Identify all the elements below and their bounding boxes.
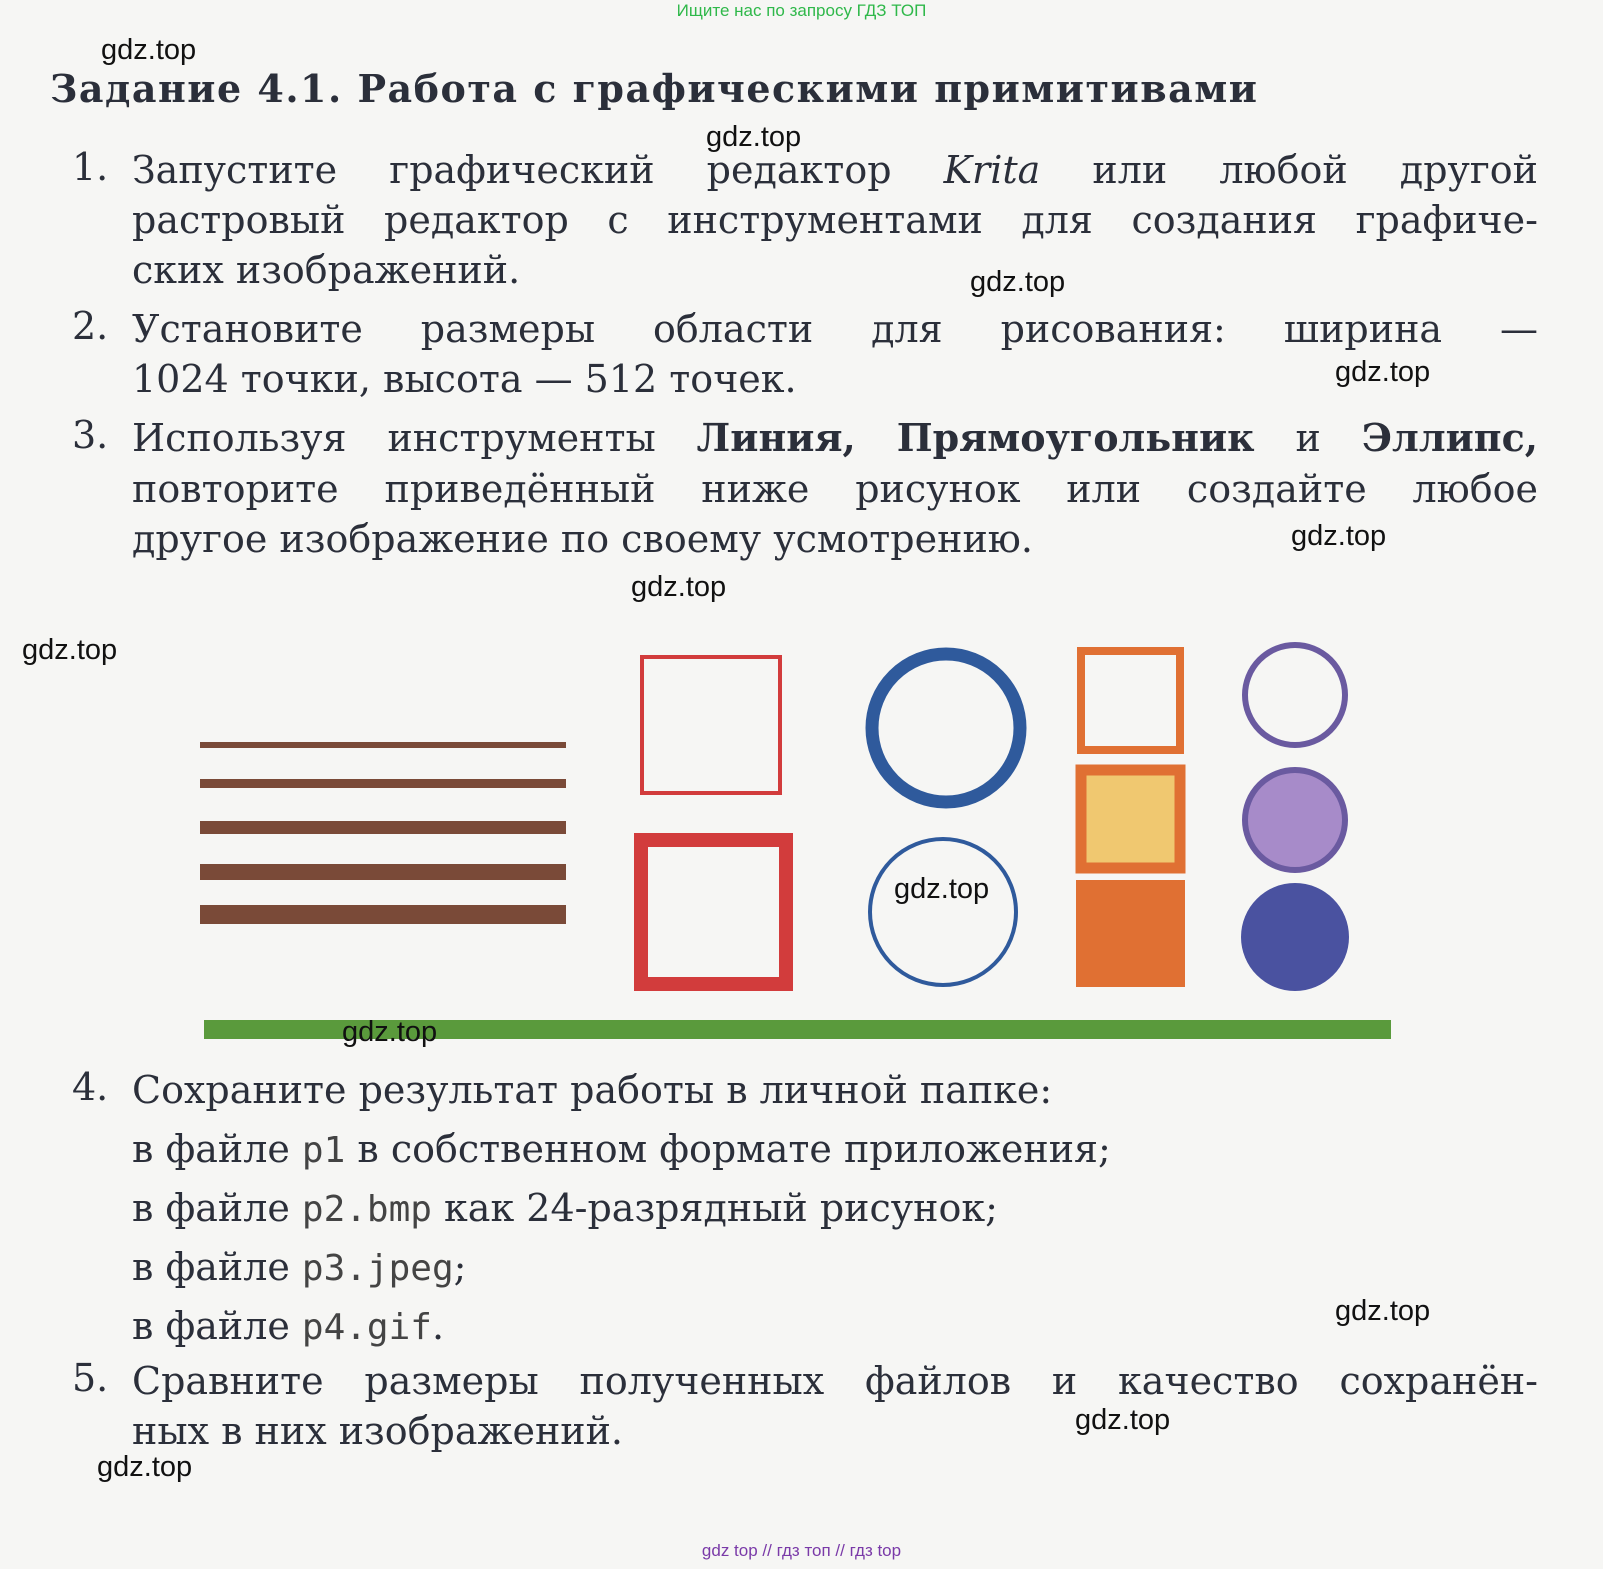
page-title: Задание 4.1. Работа с графическими примитивами <box>50 66 1259 111</box>
fig-navy-circle <box>1241 883 1349 991</box>
step-3-number: 3. <box>72 413 109 457</box>
fig-circle-thin <box>870 839 1016 985</box>
bottom-note: gdz top // гдз топ // гдз top <box>701 1541 902 1560</box>
tool-line: Линия, <box>696 415 856 460</box>
step-2-number: 2. <box>72 304 109 348</box>
fig-line-3 <box>200 821 566 834</box>
krita-name: Krita <box>943 148 1041 192</box>
fig-square-thin <box>642 657 780 793</box>
step-3-line-2: повторите приведённый ниже рисунок или создайте любое <box>132 467 1538 511</box>
fig-orange-square-yellow <box>1081 770 1180 868</box>
watermark: gdz.top <box>101 34 197 66</box>
step-5-number: 5. <box>72 1356 109 1400</box>
fig-violet-circle-outline <box>1245 645 1345 745</box>
fig-line-1 <box>200 742 566 748</box>
watermark: gdz.top <box>1335 356 1431 388</box>
fig-orange-square-outline <box>1081 651 1180 750</box>
file-name: p1 <box>301 1130 346 1171</box>
watermark: gdz.top <box>970 266 1066 298</box>
fig-line-4 <box>200 864 566 880</box>
step-2-line-2: 1024 точки, высота — 512 точек. <box>132 357 797 401</box>
step-5-line-2: ных в них изображений. <box>132 1409 624 1453</box>
tool-rectangle: Прямоугольник <box>896 415 1255 460</box>
step-5-line-1: Сравните размеры полученных файлов и качество сохранён- <box>132 1359 1538 1403</box>
step-1-line-1: Запустите графический редактор Krita или любой другой <box>132 148 1538 192</box>
watermark: gdz.top <box>342 1016 438 1048</box>
step-3-line-3: другое изображение по своему усмотрению. <box>132 517 1033 561</box>
watermark: gdz.top <box>1335 1295 1431 1327</box>
file-name: p3.jpeg <box>301 1248 454 1289</box>
watermark: gdz.top <box>22 634 118 666</box>
file-name: p2.bmp <box>301 1189 432 1230</box>
tool-ellipse: Эллипс, <box>1361 415 1538 460</box>
file-name: p4.gif <box>301 1307 432 1348</box>
step-4-file-3: в файле p3.jpeg; <box>132 1245 467 1289</box>
step-4-intro: Сохраните результат работы в личной папке: <box>132 1068 1053 1112</box>
fig-square-thick <box>641 840 786 984</box>
top-note: Ищите нас по запросу ГДЗ ТОП <box>676 1 927 20</box>
step-1-line-2: растровый редактор с инструментами для создания графиче- <box>132 198 1538 242</box>
step-4-file-1: в файле p1 в собственном формате приложения; <box>132 1127 1111 1171</box>
watermark: gdz.top <box>894 873 990 905</box>
step-3-line-1: Используя инструменты Линия, Прямоугольник и Эллипс, <box>132 415 1538 460</box>
step-1-number: 1. <box>72 145 109 189</box>
watermark: gdz.top <box>1291 520 1387 552</box>
step-4-file-4: в файле p4.gif. <box>132 1304 445 1348</box>
fig-circle-thick <box>872 654 1020 802</box>
watermark: gdz.top <box>97 1451 193 1483</box>
watermark: gdz.top <box>1075 1404 1171 1436</box>
step-1-line-3: ских изображений. <box>132 248 521 292</box>
fig-violet-circle-filled <box>1245 770 1345 870</box>
fig-line-2 <box>200 779 566 788</box>
step-4-file-2: в файле p2.bmp как 24-разрядный рисунок; <box>132 1186 998 1230</box>
watermark: gdz.top <box>706 121 802 153</box>
fig-line-5 <box>200 905 566 924</box>
fig-orange-square-filled <box>1076 880 1185 987</box>
step-4-number: 4. <box>72 1065 109 1109</box>
watermark: gdz.top <box>631 571 727 603</box>
step-2-line-1: Установите размеры области для рисования: ширина — <box>132 307 1538 351</box>
